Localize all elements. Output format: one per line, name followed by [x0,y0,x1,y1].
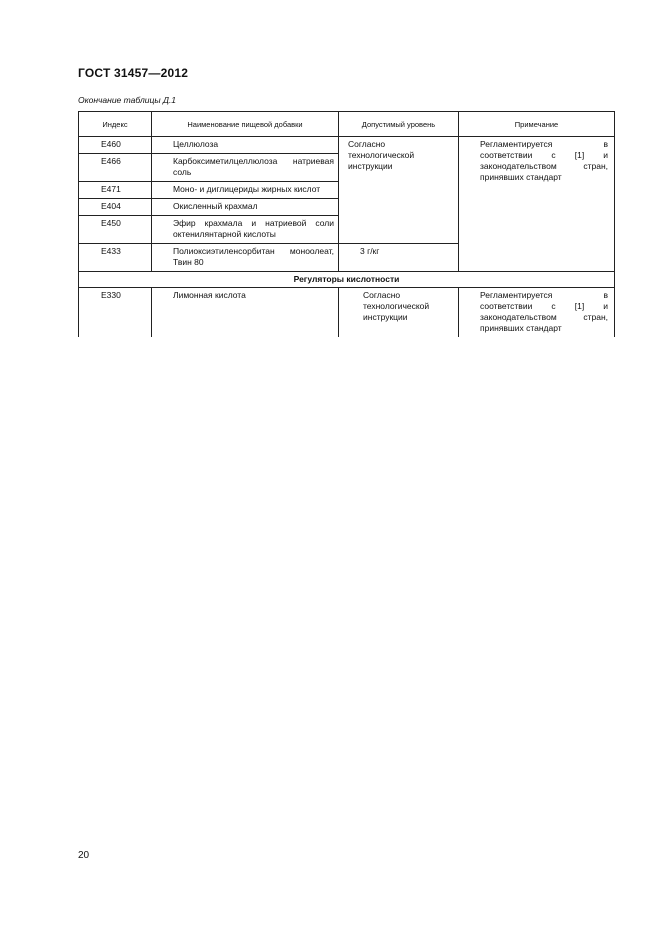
additive-name-text: Карбоксиметилцеллюлоза натриевая соль [173,156,334,177]
note-text: Регламентируется в соответствии с [1] и законодательством стран, принявших стандарт [480,290,608,333]
cell-additive-name [152,154,339,182]
cell-additive-name [152,216,339,244]
level-text: Согласно технологической инструкции [363,290,430,322]
column-header-permitted-level: Допустимый уровень [339,112,459,137]
cell-index: E450 [79,216,152,244]
table-caption: Окончание таблицы Д.1 [78,95,177,105]
column-header-index: Индекс [79,112,152,137]
cell-additive-name: Целлюлоза [152,137,339,154]
table-row [79,288,615,338]
section-header-row [79,272,615,288]
cell-note [459,288,615,338]
cell-additive-name [152,182,339,199]
note-text: Регламентируется в соответствии с [1] и законодательством стран, принявших стандарт [480,139,608,182]
cell-index: E330 [79,288,152,338]
cell-additive-name [152,244,339,272]
cell-permitted-level: Согласно технологической инструкции [339,137,459,244]
additive-name-text: Эфир крахмала и натриевой соли октенилянтарной кислоты [173,218,334,239]
column-header-additive-name: Наименование пищевой добавки [152,112,339,137]
cell-index: E460 [79,137,152,154]
cell-note [459,137,615,272]
cell-additive-name: Окисленный крахмал [152,199,339,216]
document-title: ГОСТ 31457—2012 [78,66,189,80]
additive-name-text: Моно- и диглицериды жирных кислот [173,184,321,194]
table-row [79,137,615,154]
food-additives-table [78,111,615,337]
cell-permitted-level [339,288,459,338]
cell-index: E466 [79,154,152,182]
cell-index: E433 [79,244,152,272]
page-number: 20 [78,850,90,861]
table-header-row [79,112,615,137]
cell-index: E404 [79,199,152,216]
level-text: 3 г/кг [360,246,380,256]
cell-additive-name: Лимонная кислота [152,288,339,338]
cell-index: E471 [79,182,152,199]
additive-name-text: Полиоксиэтиленсорбитан моноолеат, Твин 80 [173,246,334,267]
column-header-note: Примечание [459,112,615,137]
section-title: Регуляторы кислотности [79,272,615,288]
cell-permitted-level [339,244,459,272]
